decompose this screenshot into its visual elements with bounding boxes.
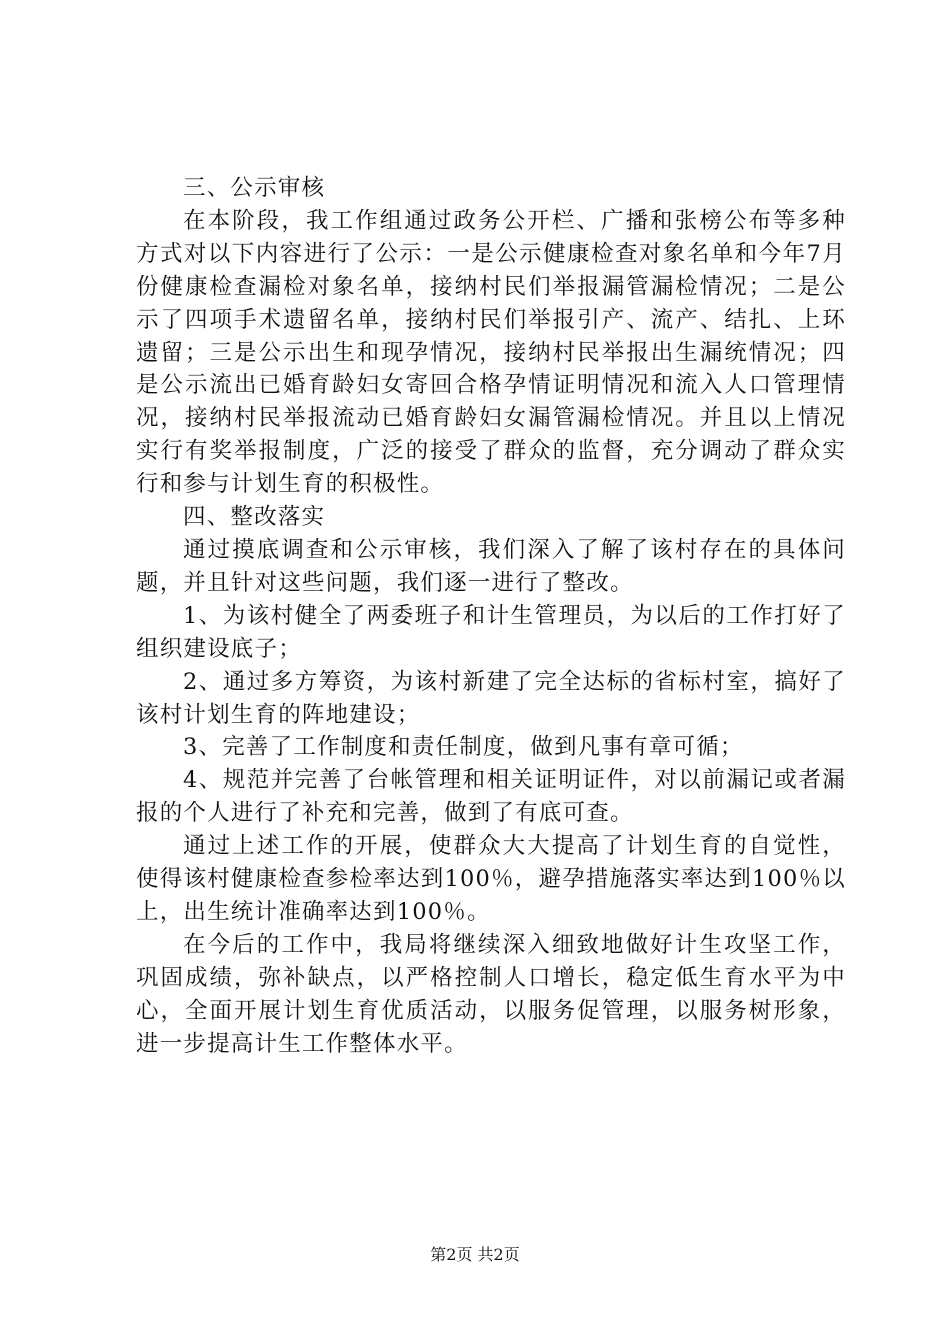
section-heading-4: 四、整改落实 xyxy=(183,504,326,531)
paragraph: 在本阶段，我工作组通过政务公开栏、广播和张榜公布等多种方式对以下内容进行了公示：一是公示健康检查对象名单和今年7月份健康检查漏检对象名单，接纳村民们举报漏管漏检情况；二是公示了四项手术遗留名单，接纳村民们举报引产、流产、结扎、上环遗留；三是公示出生和现孕情况，接纳村民举报出生漏统情况；四是公示流出已婚育龄妇女寄回合格孕情证明情况和流入人口管理情况，接纳村民举报流动已婚育龄妇女漏管漏检情况。并且以上情况实行有奖举报制度，广泛的接受了群众的监督，充分调动了群众实行和参与计划生育的积极性。 xyxy=(136,207,846,498)
document-body xyxy=(136,172,846,1060)
section-heading-3: 三、公示审核 xyxy=(183,175,326,201)
paragraph: 在今后的工作中，我局将继续深入细致地做好计生攻坚工作，巩固成绩，弥补缺点，以严格控制人口增长，稳定低生育水平为中心，全面开展计划生育优质活动，以服务促管理，以服务树形象，进一步提高计生工作整体水平。 xyxy=(136,931,846,1057)
page-number-footer: 第2页 共2页 xyxy=(430,1245,520,1264)
list-item: 3、完善了工作制度和责任制度，做到凡事有章可循； xyxy=(183,734,744,761)
list-item: 2、通过多方筹资，为该村新建了完全达标的省标村室，搞好了该村计划生育的阵地建设； xyxy=(136,668,846,728)
list-item: 4、规范并完善了台帐管理和相关证明证件，对以前漏记或者漏报的个人进行了补充和完善，做到了有底可查。 xyxy=(136,767,846,827)
paragraph: 通过上述工作的开展，使群众大大提高了计划生育的自觉性，使得该村健康检查参检率达到100％，避孕措施落实率达到100％以上，出生统计准确率达到100％。 xyxy=(136,833,846,925)
list-item: 1、为该村健全了两委班子和计生管理员，为以后的工作打好了组织建设底子； xyxy=(136,602,846,662)
paragraph: 通过摸底调查和公示审核，我们深入了解了该村存在的具体问题，并且针对这些问题，我们逐一进行了整改。 xyxy=(136,536,846,596)
